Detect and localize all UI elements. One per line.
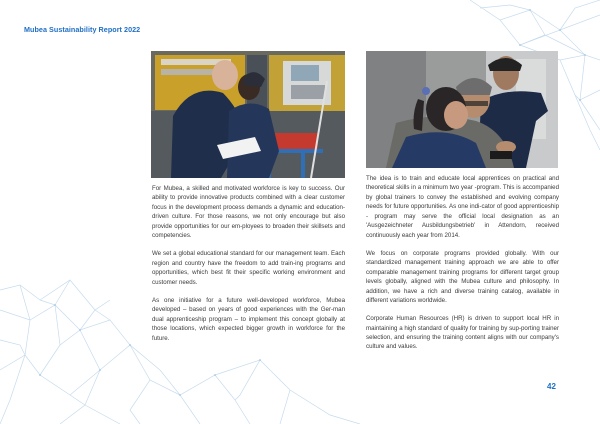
photo-trainees — [366, 51, 558, 168]
paragraph-dual-apprenticeship: As one initiative for a future well-developed workforce, Mubea developed – based on years of good experiences with the Ger-man dual apprenticeship program – to implement this concept globally at those locations, which expected bigger growth in workforce for the future. — [152, 296, 345, 342]
report-title: Mubea Sustainability Report 2022 — [24, 25, 141, 34]
right-text-column — [366, 174, 559, 360]
paragraph-global-standard: We set a global educational standard for our management team. Each region and country have the freedom to add train-ing programs and opportunities, which best fit their specific working environment and customer needs. — [152, 250, 345, 286]
paragraph-corporate-programs: We focus on corporate programs provided globally. With our standardized management training approach we are able to offer comparable management training programs for different target group levels globally, aligned with the Mubea culture and philosophy. In addition, we have a rich and diverse training catalog, available in different variations worldwide. — [366, 249, 559, 305]
paragraph-workforce-key: For Mubea, a skilled and motivated workforce is key to success. Our ability to provide innovative products combined with a clear customer focus in the development process demands a dynamic and education-driven culture. For those reasons, we not only encourage but also provide opportunities for our em-ployees to broaden their skillsets and competencies. — [152, 185, 345, 240]
paragraph-corporate-hr: Corporate Human Resources (HR) is driven to support local HR in maintaining a high standard of quality for training by sup-porting trainer selection, and ensuring the training content aligns with our company's culture and values. — [366, 315, 559, 351]
page-number: 42 — [547, 382, 556, 391]
photo-factory-workers — [151, 51, 345, 178]
left-text-column — [152, 184, 345, 352]
paragraph-apprentice-idea: The idea is to train and educate local apprentices on practical and theoretical skills in a minimum two year -program. This is accompanied by global trainers to convey the established and evolving company needs for future opportunities. As one indi-cator of good apprenticeship - program may serve the official local designation as an 'Ausgezeichneter Ausbildungsbetrieb' in Attendorn, received continuously each year from 2014. — [366, 175, 559, 239]
